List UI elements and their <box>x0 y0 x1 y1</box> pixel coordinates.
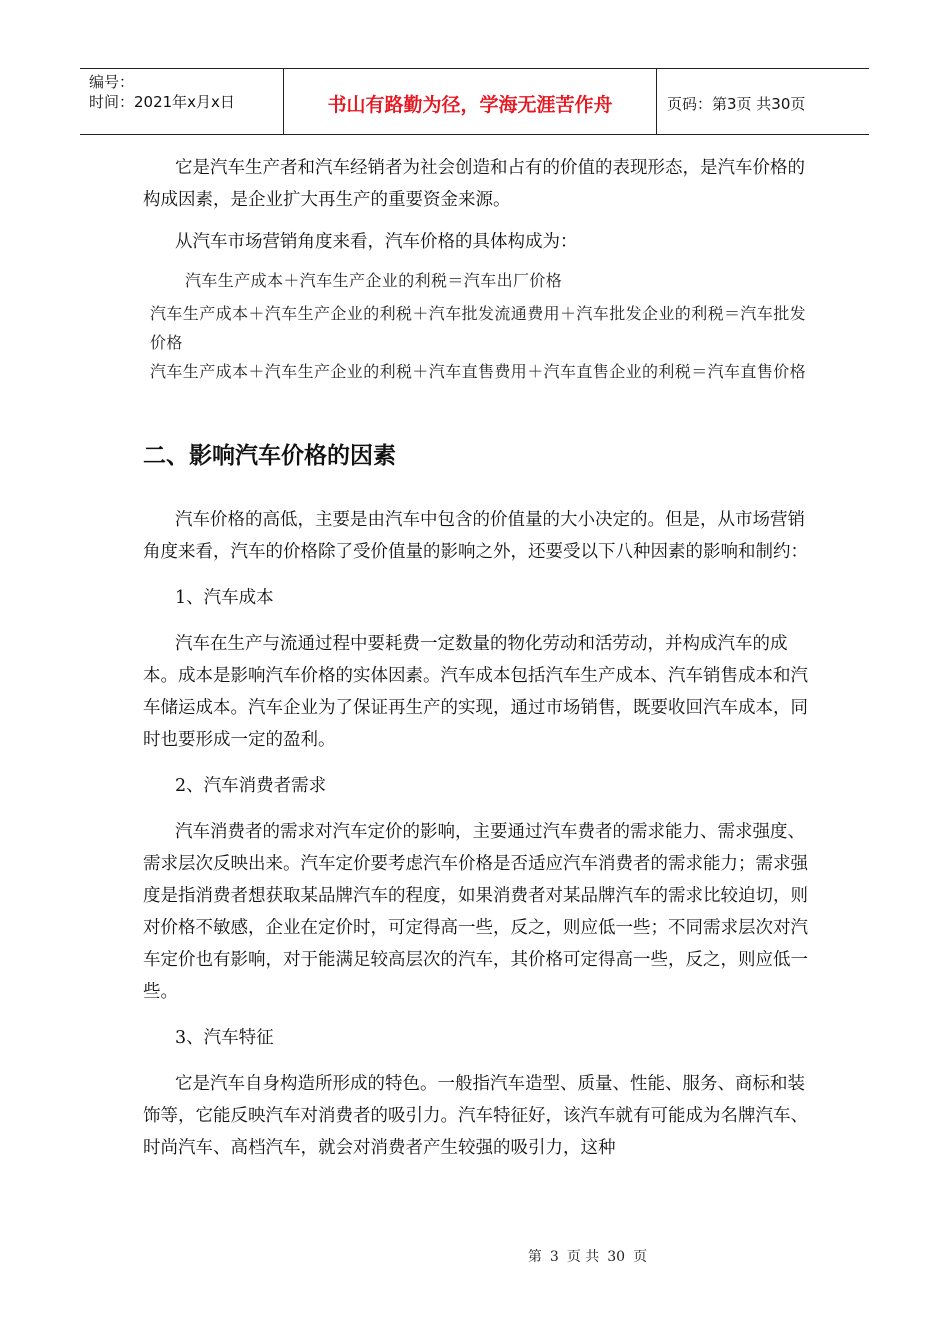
factor-title: 1、汽车成本 <box>175 588 274 608</box>
factor-text: 它是汽车自身构造所形成的特色。一般指汽车造型、质量、性能、服务、商标和装饰等，它能反映汽车对消费者的吸引力。汽车特征好，该汽车就有可能成为名牌汽车、时尚汽车、高档汽车，就会对消费者产生较强的吸引力，这种 <box>143 1074 808 1158</box>
page-footer <box>0 1246 950 1266</box>
formula-direct-price: 汽车生产成本＋汽车生产企业的利税＋汽车直售费用＋汽车直售企业的利税＝汽车直售价格 <box>150 362 807 381</box>
intro-paragraph: 从汽车市场营销角度来看，汽车价格的具体构成为： <box>175 232 578 252</box>
header-page-info: 页码：第3页 共30页 <box>667 95 806 113</box>
factor-title: 3、汽车特征 <box>175 1028 274 1048</box>
formula-wholesale-price: 汽车生产成本＋汽车生产企业的利税＋汽车批发流通费用＋汽车批发企业的利税＝汽车批发价格 <box>150 304 807 352</box>
section-intro: 汽车价格的高低，主要是由汽车中包含的价值量的大小决定的。但是，从市场营销角度来看，汽车的价格除了受价值量的影响之外，还要受以下八种因素的影响和制约： <box>143 510 808 562</box>
formula-factory-price: 汽车生产成本＋汽车生产企业的利税＝汽车出厂价格 <box>185 271 563 290</box>
factor-text: 汽车在生产与流通过程中要耗费一定数量的物化劳动和活劳动，并构成汽车的成本。成本是影响汽车价格的实体因素。汽车成本包括汽车生产成本、汽车销售成本和汽车储运成本。汽车企业为了保证再生产的实现，通过市场销售，既要收回汽车成本，同时也要形成一定的盈利。 <box>143 634 808 750</box>
factor-text: 汽车消费者的需求对汽车定价的影响，主要通过汽车费者的需求能力、需求强度、需求层次反映出来。汽车定价要考虑汽车价格是否适应汽车消费者的需求能力；需求强度是指消费者想获取某品牌汽车的程度，如果消费者对某品牌汽车的需求比较迫切，则对价格不敏感，企业在定价时，可定得高一些，反之，则应低一些；不同需求层次对汽车定价也有影响，对于能满足较高层次的汽车，其价格可定得高一些，反之，则应低一些。 <box>143 822 808 1002</box>
footer-suffix: 页 <box>633 1249 648 1265</box>
footer-prefix: 第 <box>527 1249 542 1265</box>
page-header <box>80 68 869 135</box>
document-body <box>143 152 813 1164</box>
header-meta <box>80 69 284 134</box>
section-heading: 二、影响汽车价格的因素 <box>143 443 396 469</box>
footer-page-number: 3 <box>549 1249 559 1265</box>
footer-mid: 页 共 <box>566 1249 600 1265</box>
intro-paragraph: 它是汽车生产者和汽车经销者为社会创造和占有的价值的表现形态，是汽车价格的构成因素，是企业扩大再生产的重要资金来源。 <box>143 158 805 210</box>
footer-total-pages: 30 <box>607 1249 626 1265</box>
factor-title: 2、汽车消费者需求 <box>175 776 327 796</box>
document-time: 时间：2021年x月x日 <box>89 93 235 111</box>
header-motto: 书山有路勤为径，学海无涯苦作舟 <box>284 69 657 134</box>
document-number-label: 编号： <box>89 73 135 91</box>
